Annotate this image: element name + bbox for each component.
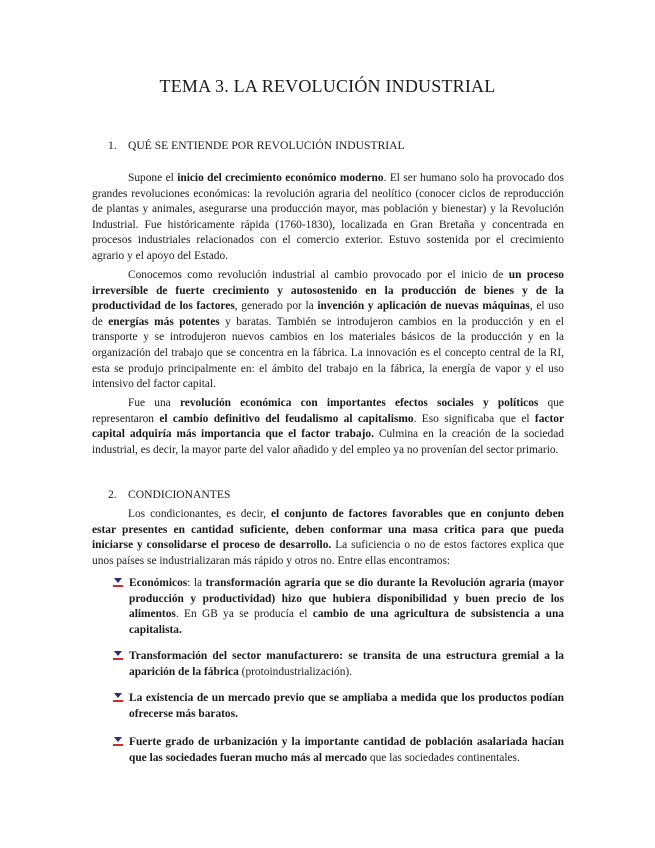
text-run: y baratas. También se introdujeron cambios en la producción y en el transporte y se introdujeron nuevos cambios en los materiales básicos de la producción y en la organización del trabajo que se concentra en la fábrica. La innovación es el concepto central de la RI, esta se produjo principalmente en: el ámbito del trabajo en la fábrica, la energía de vapor y el uso intensivo del factor capital. [92,315,564,391]
bold-text-run: el cambio definitivo del feudalismo al capitalismo [159,412,414,425]
bold-text-run: cambio de una agricultura de subsistencia a una capitalista. [129,608,564,636]
text-run: , generado por la [234,300,318,313]
text-run: Fue una [128,397,180,409]
paragraph [92,268,564,393]
section-number: 1. [108,139,117,152]
list-item [112,735,564,766]
list-item [112,691,564,722]
bold-text-run: invención y aplicación de nuevas máquinas [317,300,530,313]
text-run: La suficiencia o no de estos factores explica que unos países se industrializaran más rápido y otros no. Entre ellas encontramos: [92,539,564,567]
text-run: Conocemos como revolución industrial al cambio provocado por el inicio de [128,269,509,281]
section-heading-text: CONDICIONANTES [128,488,231,501]
text-run: . En GB ya se producía el [175,608,313,621]
bold-text-run: Transformación del sector manufacturero: se transita de una estructura gremial a la aparición de la fábrica [129,650,564,678]
list-item [112,649,564,680]
bold-text-run: revolución económica con importantes efectos sociales y políticos [179,397,539,409]
section-heading-1 [108,139,405,152]
list-item-text [112,576,564,638]
bold-text-run: el conjunto de factores favorables que en conjunto deben estar presentes en cantidad suficiente, deben conformar una masa critica para que pueda iniciarse y consolidarse el proceso de desarrollo. [92,508,564,552]
paragraph [92,396,564,458]
section-number: 2. [108,488,117,501]
bold-text-run: un proceso irreversible de fuerte crecimiento y autosostenido en la producción de bienes y de la productividad de los factores [92,269,564,313]
text-run: . Eso significaba que el [413,412,535,425]
text-run: : la [187,577,206,589]
arrow-bullet-icon [112,576,124,590]
text-run: Los condicionantes, es decir, [128,508,271,520]
text-run: Supone el [128,172,178,184]
bold-text-run: transformación agraria que se dio durante la Revolución agraria (mayor producción y productividad) hizo que hubiera disponibilidad y buen precio de los alimentos [129,577,564,621]
text-run: , el uso de [92,300,564,328]
paragraph [92,171,564,265]
section-heading-2 [108,488,230,501]
bold-text-run: La existencia de un mercado previo que se ampliaba a medida que los productos podían ofrecerse más baratos. [129,692,564,720]
text-run: que las sociedades continentales. [367,751,520,764]
section-heading-text: QUÉ SE ENTIENDE POR REVOLUCIÓN INDUSTRIAL [128,139,405,152]
list-item-text [112,649,564,680]
arrow-bullet-icon [112,649,124,663]
list-item-text [112,691,564,722]
text-run: que representaron [92,397,564,425]
arrow-bullet-icon [112,691,124,705]
text-run: Culmina en la creación de la sociedad industrial, es decir, la mayor parte del valor añadido y del empleo ya no provenían del sector primario. [92,428,564,456]
bold-text-run: Económicos [129,577,188,589]
arrow-bullet-icon [112,735,124,749]
bold-text-run: inicio del crecimiento económico moderno [177,172,384,184]
page-title: TEMA 3. LA REVOLUCIÓN INDUSTRIAL [159,76,496,96]
text-run: (protoindustrialización). [238,665,353,678]
list-item-text [112,735,564,766]
paragraph [92,507,564,569]
bold-text-run: factor capital adquiría más importancia que el factor trabajo. [92,412,565,441]
list-item [112,576,564,638]
text-run: . El ser humano solo ha provocado dos grandes revoluciones económicas: la revolución agraria del neolítico (conocer ciclos de reproducción de plantas y animales, asegurarse una producción mayor, mas población y bienestar) y la Revolución Industrial. Fue históricamente rápida (1760-1830), localizada en Gran Bretaña y concentrada en procesos industriales relacionados con el comercio exterior. Estuvo sostenida por el crecimiento agrario y el apoyo del Estado. [92,172,564,262]
bold-text-run: energías más potentes [108,315,220,328]
bold-text-run: Fuerte grado de urbanización y la importante cantidad de población asalariada hacían que las sociedades fueran mucho más al mercado [129,736,564,764]
